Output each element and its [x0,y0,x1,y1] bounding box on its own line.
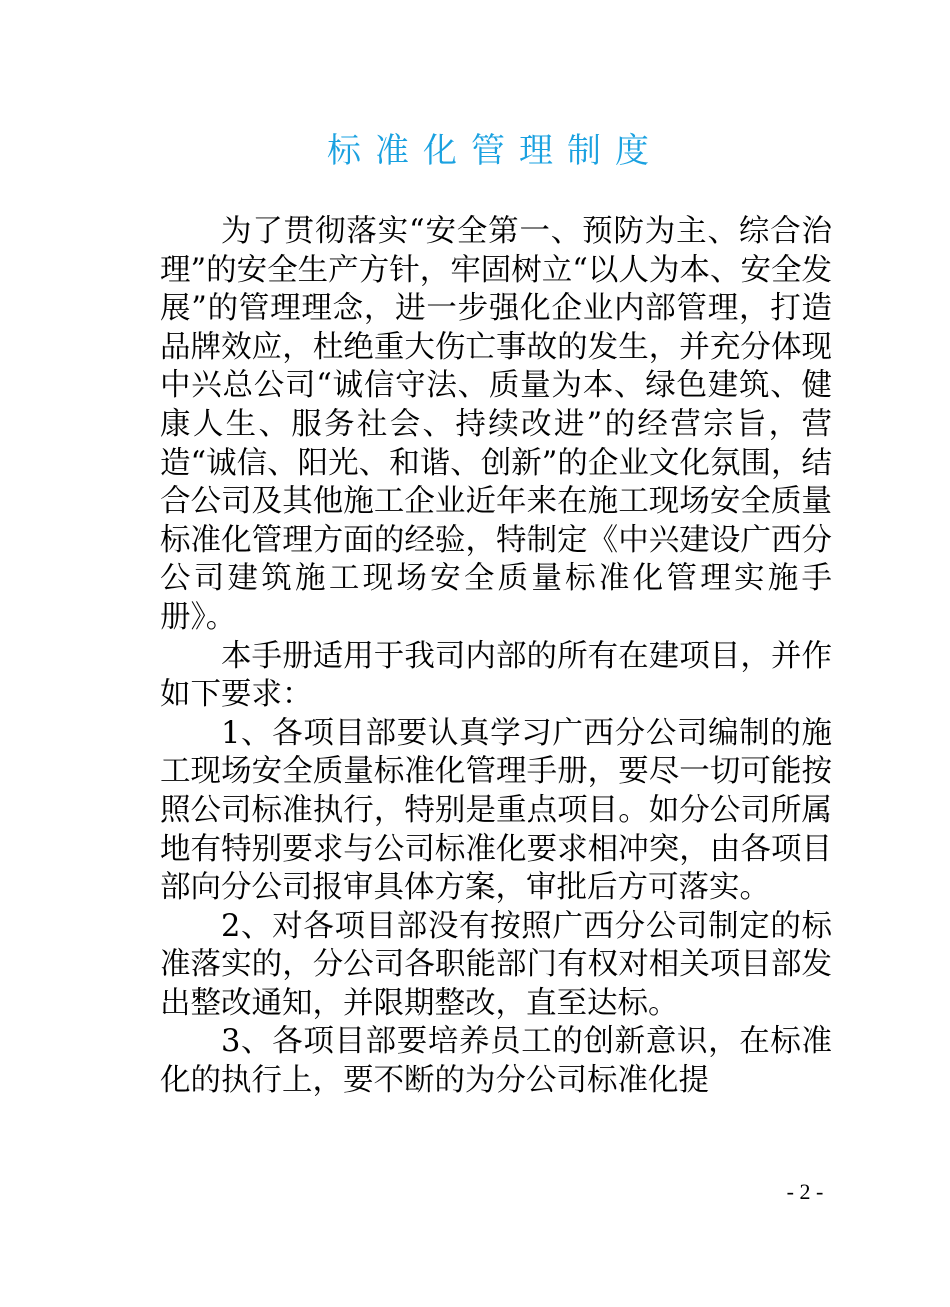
paragraph-scope: 本手册适用于我司内部的所有在建项目，并作如下要求： [160,638,832,713]
document-body [160,213,832,1101]
paragraph-requirement-3: 3、各项目部要培养员工的创新意识，在标准化的执行上，要不断的为分公司标准化提 [160,1024,832,1099]
paragraph-intro: 为了贯彻落实“安全第一、预防为主、综合治理”的安全生产方针，牢固树立“以人为本、安全发展”的管理理念，进一步强化企业内部管理，打造品牌效应，杜绝重大伤亡事故的发生，并充分体现中兴总公司“诚信守法、质量为本、绿色建筑、健康人生、服务社会、持续改进”的经营宗旨，营造“诚信、阳光、和谐、创新”的企业文化氛围，结合公司及其他施工企业近年来在施工现场安全质量标准化管理方面的经验，特制定《中兴建设广西分公司建筑施工现场安全质量标准化管理实施手册》。 [160,214,832,635]
page-number: - 2 - [786,1179,824,1204]
document-title: 标准化管理制度 [327,131,663,171]
paragraph-requirement-1: 1、各项目部要认真学习广西分公司编制的施工现场安全质量标准化管理手册，要尽一切可能按照公司标准执行，特别是重点项目。如分公司所属地有特别要求与公司标准化要求相冲突，由各项目部向分公司报审具体方案，审批后方可落实。 [160,715,832,906]
paragraph-requirement-2: 2、对各项目部没有按照广西分公司制定的标准落实的，分公司各职能部门有权对相关项目部发出整改通知，并限期整改，直至达标。 [160,908,832,1021]
